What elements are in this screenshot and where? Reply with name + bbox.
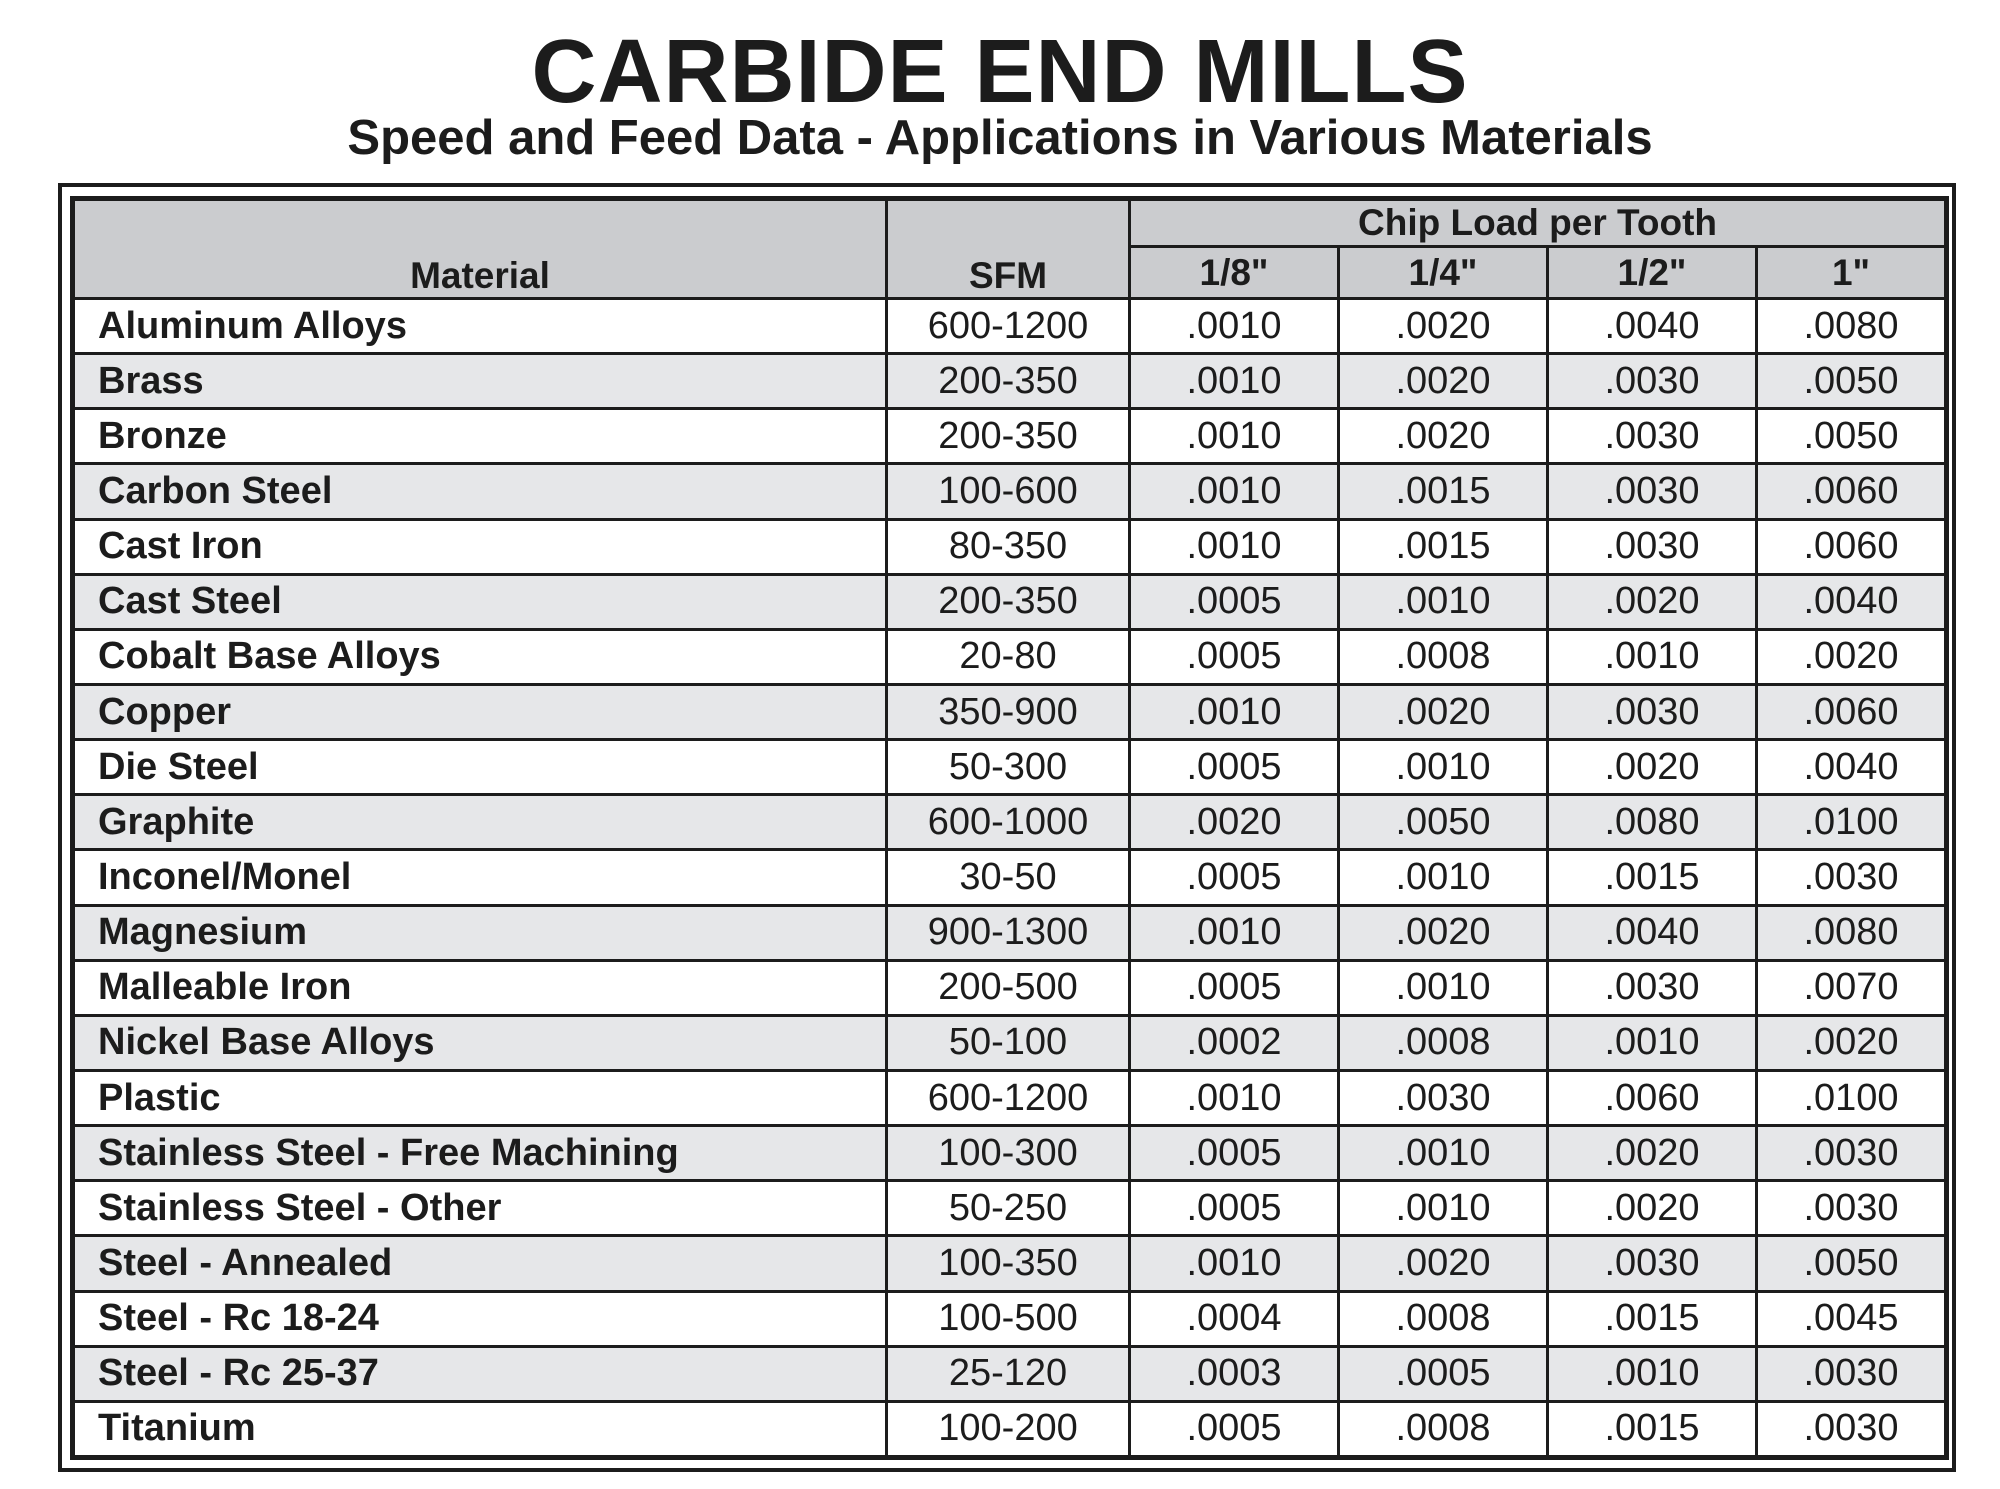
chip-load-cell: .0030 [1757, 850, 1947, 905]
material-cell: Graphite [73, 795, 887, 850]
chip-load-cell: .0040 [1757, 740, 1947, 795]
chip-load-cell: .0010 [1130, 905, 1339, 960]
chip-load-cell: .0008 [1339, 1015, 1548, 1070]
chip-load-cell: .0030 [1757, 1126, 1947, 1181]
sfm-cell: 100-300 [887, 1126, 1130, 1181]
table-row [73, 519, 1947, 574]
table-row [73, 464, 1947, 519]
chip-load-cell: .0010 [1548, 629, 1757, 684]
chip-load-cell: .0010 [1130, 354, 1339, 409]
table-row [73, 684, 1947, 739]
chip-load-cell: .0005 [1130, 850, 1339, 905]
chip-load-cell: .0030 [1548, 960, 1757, 1015]
material-cell: Steel - Rc 25-37 [73, 1346, 887, 1401]
sfm-cell: 600-1200 [887, 1070, 1130, 1125]
table-row [73, 1401, 1947, 1457]
chip-load-cell: .0050 [1757, 1236, 1947, 1291]
table-row [73, 409, 1947, 464]
chip-load-cell: .0005 [1130, 1126, 1339, 1181]
chip-load-cell: .0005 [1130, 1181, 1339, 1236]
chip-load-cell: .0080 [1757, 905, 1947, 960]
chip-load-cell: .0004 [1130, 1291, 1339, 1346]
chip-load-cell: .0080 [1548, 795, 1757, 850]
table-row [73, 905, 1947, 960]
chip-load-cell: .0008 [1339, 1291, 1548, 1346]
table-row [73, 629, 1947, 684]
chip-load-cell: .0050 [1757, 354, 1947, 409]
table-row [73, 960, 1947, 1015]
chip-load-cell: .0020 [1548, 740, 1757, 795]
chip-load-cell: .0015 [1548, 1401, 1757, 1457]
sfm-cell: 25-120 [887, 1346, 1130, 1401]
sfm-cell: 200-500 [887, 960, 1130, 1015]
material-cell: Stainless Steel - Free Machining [73, 1126, 887, 1181]
table-row [73, 795, 1947, 850]
chip-load-cell: .0040 [1548, 905, 1757, 960]
sfm-cell: 100-500 [887, 1291, 1130, 1346]
chip-load-cell: .0060 [1757, 684, 1947, 739]
sfm-cell: 80-350 [887, 519, 1130, 574]
table-row [73, 850, 1947, 905]
table-row [73, 354, 1947, 409]
chip-load-cell: .0005 [1130, 960, 1339, 1015]
chip-load-cell: .0070 [1757, 960, 1947, 1015]
chip-load-cell: .0010 [1130, 1070, 1339, 1125]
chip-load-cell: .0040 [1757, 574, 1947, 629]
chip-load-cell: .0030 [1548, 464, 1757, 519]
chip-load-cell: .0010 [1339, 960, 1548, 1015]
chip-load-cell: .0030 [1548, 409, 1757, 464]
chip-load-cell: .0080 [1757, 299, 1947, 354]
chip-load-cell: .0030 [1757, 1181, 1947, 1236]
sfm-cell: 600-1200 [887, 299, 1130, 354]
material-cell: Copper [73, 684, 887, 739]
chip-load-cell: .0010 [1130, 1236, 1339, 1291]
chip-load-cell: .0060 [1548, 1070, 1757, 1125]
page-subtitle: Speed and Feed Data - Applications in Various Materials [347, 111, 1653, 165]
header-size-1: 1" [1757, 247, 1947, 299]
chip-load-cell: .0008 [1339, 1401, 1548, 1457]
material-cell: Stainless Steel - Other [73, 1181, 887, 1236]
chip-load-cell: .0020 [1130, 795, 1339, 850]
sfm-cell: 900-1300 [887, 905, 1130, 960]
chip-load-cell: .0010 [1130, 299, 1339, 354]
chip-load-cell: .0045 [1757, 1291, 1947, 1346]
sfm-cell: 100-200 [887, 1401, 1130, 1457]
table-row [73, 1346, 1947, 1401]
chip-load-cell: .0008 [1339, 629, 1548, 684]
chip-load-cell: .0020 [1757, 1015, 1947, 1070]
table-body [73, 299, 1947, 1458]
sfm-cell: 50-250 [887, 1181, 1130, 1236]
sfm-cell: 20-80 [887, 629, 1130, 684]
chip-load-cell: .0020 [1757, 629, 1947, 684]
chip-load-cell: .0020 [1548, 1181, 1757, 1236]
header-sfm: SFM [887, 199, 1130, 299]
chip-load-cell: .0030 [1548, 684, 1757, 739]
material-cell: Carbon Steel [73, 464, 887, 519]
material-cell: Cast Steel [73, 574, 887, 629]
chip-load-cell: .0030 [1757, 1346, 1947, 1401]
material-cell: Plastic [73, 1070, 887, 1125]
chip-load-cell: .0020 [1339, 905, 1548, 960]
table-row [73, 1181, 1947, 1236]
page-title: CARBIDE END MILLS [531, 22, 1469, 122]
chip-load-cell: .0010 [1130, 409, 1339, 464]
chip-load-cell: .0015 [1548, 850, 1757, 905]
header-size-1-4: 1/4" [1339, 247, 1548, 299]
chip-load-cell: .0015 [1339, 464, 1548, 519]
chip-load-cell: .0010 [1130, 684, 1339, 739]
chip-load-cell: .0040 [1548, 299, 1757, 354]
sfm-cell: 100-350 [887, 1236, 1130, 1291]
material-cell: Malleable Iron [73, 960, 887, 1015]
table-row [73, 1126, 1947, 1181]
table-row [73, 1291, 1947, 1346]
header-size-1-8: 1/8" [1130, 247, 1339, 299]
chip-load-cell: .0010 [1339, 740, 1548, 795]
chip-load-cell: .0020 [1339, 354, 1548, 409]
chip-load-cell: .0100 [1757, 1070, 1947, 1125]
material-cell: Cobalt Base Alloys [73, 629, 887, 684]
sfm-cell: 100-600 [887, 464, 1130, 519]
material-cell: Steel - Rc 18-24 [73, 1291, 887, 1346]
material-cell: Steel - Annealed [73, 1236, 887, 1291]
chip-load-cell: .0020 [1339, 1236, 1548, 1291]
sfm-cell: 50-300 [887, 740, 1130, 795]
sfm-cell: 50-100 [887, 1015, 1130, 1070]
table-row [73, 574, 1947, 629]
chip-load-cell: .0010 [1548, 1015, 1757, 1070]
chip-load-cell: .0030 [1548, 354, 1757, 409]
sfm-cell: 200-350 [887, 354, 1130, 409]
chip-load-cell: .0020 [1339, 684, 1548, 739]
chip-load-cell: .0030 [1757, 1401, 1947, 1457]
sfm-cell: 30-50 [887, 850, 1130, 905]
header-size-1-2: 1/2" [1548, 247, 1757, 299]
material-cell: Nickel Base Alloys [73, 1015, 887, 1070]
speed-feed-table [70, 196, 1949, 1460]
chip-load-cell: .0100 [1757, 795, 1947, 850]
table-header [73, 199, 1947, 299]
material-cell: Titanium [73, 1401, 887, 1457]
material-cell: Bronze [73, 409, 887, 464]
chip-load-cell: .0005 [1339, 1346, 1548, 1401]
chip-load-cell: .0010 [1130, 464, 1339, 519]
chip-load-cell: .0005 [1130, 574, 1339, 629]
material-cell: Magnesium [73, 905, 887, 960]
chip-load-cell: .0010 [1339, 1126, 1548, 1181]
chip-load-cell: .0020 [1548, 574, 1757, 629]
material-cell: Inconel/Monel [73, 850, 887, 905]
chip-load-cell: .0010 [1548, 1346, 1757, 1401]
header-material: Material [73, 199, 887, 299]
material-cell: Die Steel [73, 740, 887, 795]
chip-load-cell: .0030 [1339, 1070, 1548, 1125]
chip-load-cell: .0005 [1130, 1401, 1339, 1457]
material-cell: Aluminum Alloys [73, 299, 887, 354]
material-cell: Brass [73, 354, 887, 409]
chip-load-cell: .0015 [1339, 519, 1548, 574]
sfm-cell: 200-350 [887, 409, 1130, 464]
chip-load-cell: .0005 [1130, 629, 1339, 684]
table-row [73, 740, 1947, 795]
chip-load-cell: .0005 [1130, 740, 1339, 795]
chip-load-cell: .0060 [1757, 464, 1947, 519]
chip-load-cell: .0010 [1339, 1181, 1548, 1236]
sfm-cell: 600-1000 [887, 795, 1130, 850]
table-row [73, 1070, 1947, 1125]
sfm-cell: 350-900 [887, 684, 1130, 739]
sfm-cell: 200-350 [887, 574, 1130, 629]
chip-load-cell: .0050 [1339, 795, 1548, 850]
chip-load-cell: .0010 [1130, 519, 1339, 574]
chip-load-cell: .0060 [1757, 519, 1947, 574]
chip-load-cell: .0030 [1548, 519, 1757, 574]
chip-load-cell: .0050 [1757, 409, 1947, 464]
chip-load-cell: .0020 [1548, 1126, 1757, 1181]
chip-load-cell: .0020 [1339, 409, 1548, 464]
chip-load-cell: .0002 [1130, 1015, 1339, 1070]
table-row [73, 1236, 1947, 1291]
table-row [73, 299, 1947, 354]
chip-load-cell: .0030 [1548, 1236, 1757, 1291]
chip-load-cell: .0010 [1339, 574, 1548, 629]
material-cell: Cast Iron [73, 519, 887, 574]
chip-load-cell: .0010 [1339, 850, 1548, 905]
table-row [73, 1015, 1947, 1070]
header-chip-load: Chip Load per Tooth [1130, 199, 1947, 247]
chip-load-cell: .0020 [1339, 299, 1548, 354]
chip-load-cell: .0003 [1130, 1346, 1339, 1401]
chip-load-cell: .0015 [1548, 1291, 1757, 1346]
